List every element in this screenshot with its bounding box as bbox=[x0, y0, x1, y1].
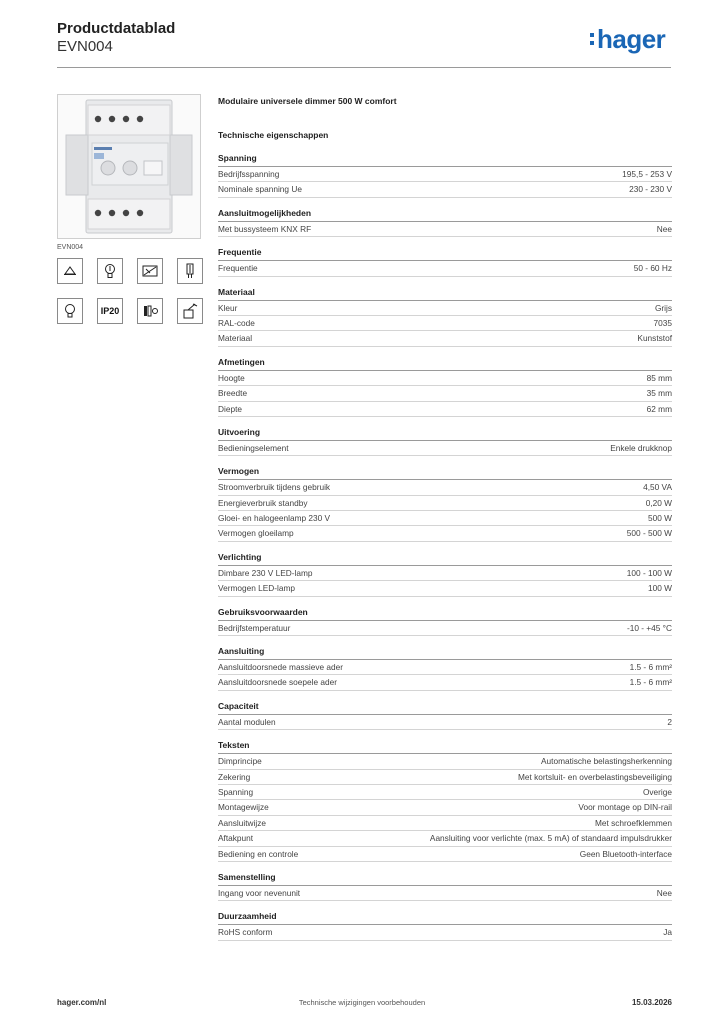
spec-label: Gloei- en halogeenlamp 230 V bbox=[218, 513, 331, 524]
spec-value: 100 W bbox=[648, 583, 672, 594]
spec-row bbox=[218, 660, 672, 675]
spec-label: Materiaal bbox=[218, 333, 253, 344]
spec-value: 4,50 VA bbox=[643, 482, 672, 493]
spec-section bbox=[218, 551, 672, 597]
spec-row bbox=[218, 402, 672, 417]
spec-section bbox=[218, 286, 672, 347]
spec-row bbox=[218, 770, 672, 785]
push-button-icon bbox=[177, 298, 203, 324]
spec-label: Met bussysteem KNX RF bbox=[218, 223, 312, 234]
ceiling-lamp-icon bbox=[57, 258, 83, 284]
spec-value: Nee bbox=[656, 887, 672, 898]
spec-value: 50 - 60 Hz bbox=[633, 263, 672, 274]
incandescent-bulb-icon bbox=[57, 298, 83, 324]
section-title: Afmetingen bbox=[218, 356, 672, 371]
product-image bbox=[57, 94, 201, 239]
ip20-label: IP20 bbox=[100, 306, 120, 316]
spec-value: 1.5 - 6 mm² bbox=[629, 677, 672, 688]
spec-row bbox=[218, 925, 672, 940]
spec-label: Frequentie bbox=[218, 263, 258, 274]
spec-section bbox=[218, 645, 672, 691]
spec-label: Stroomverbruik tijdens gebruik bbox=[218, 482, 331, 493]
dimmer-symbol-icon bbox=[137, 258, 163, 284]
spec-label: Aansluitwijze bbox=[218, 817, 266, 828]
header-divider bbox=[57, 67, 671, 68]
spec-value: Kunststof bbox=[637, 333, 672, 344]
logo-dots-icon bbox=[590, 31, 594, 47]
spec-row bbox=[218, 621, 672, 636]
spec-section bbox=[218, 910, 672, 940]
din-module-icon bbox=[137, 298, 163, 324]
spec-label: Bedrijfstemperatuur bbox=[218, 622, 291, 633]
spec-row bbox=[218, 816, 672, 831]
spec-value: Met schroefklemmen bbox=[594, 817, 672, 828]
image-caption: EVN004 bbox=[57, 244, 84, 251]
section-title: Capaciteit bbox=[218, 700, 672, 715]
section-title: Vermogen bbox=[218, 465, 672, 480]
spec-value: Nee bbox=[656, 223, 672, 234]
spec-row bbox=[218, 511, 672, 526]
spec-label: Ingang voor nevenunit bbox=[218, 887, 301, 898]
spec-label: Energieverbruik standby bbox=[218, 497, 308, 508]
spec-label: RoHS conform bbox=[218, 927, 273, 938]
spec-value: Geen Bluetooth-interface bbox=[579, 848, 672, 859]
spec-value: Met kortsluit- en overbelastingsbeveiliging bbox=[517, 771, 672, 782]
section-title: Spanning bbox=[218, 152, 672, 167]
spec-value: 230 - 230 V bbox=[629, 184, 672, 195]
section-title: Duurzaamheid bbox=[218, 910, 672, 925]
logo-text: hager bbox=[597, 24, 666, 54]
spec-label: Vermogen LED-lamp bbox=[218, 583, 296, 594]
ip20-icon bbox=[97, 298, 123, 324]
footer-date: 15.03.2026 bbox=[631, 998, 672, 1007]
spec-value: 85 mm bbox=[646, 372, 672, 383]
dimmer-module-icon bbox=[58, 95, 200, 238]
footer-website[interactable]: hager.com/nl bbox=[57, 998, 107, 1007]
section-title: Verlichting bbox=[218, 551, 672, 566]
spec-section bbox=[218, 152, 672, 198]
spec-row bbox=[218, 886, 672, 901]
spec-sections bbox=[218, 152, 672, 941]
hager-logo bbox=[590, 26, 665, 52]
spec-row bbox=[218, 675, 672, 690]
spec-value: 35 mm bbox=[646, 388, 672, 399]
spec-value: 100 - 100 W bbox=[626, 567, 672, 578]
spec-value: 0,20 W bbox=[645, 497, 672, 508]
section-title: Teksten bbox=[218, 739, 672, 754]
spec-row bbox=[218, 581, 672, 596]
product-code: EVN004 bbox=[57, 38, 113, 55]
spec-label: Aansluitdoorsnede soepele ader bbox=[218, 677, 338, 688]
section-title: Samenstelling bbox=[218, 871, 672, 886]
specifications bbox=[218, 96, 672, 950]
spec-label: Vermogen gloeilamp bbox=[218, 528, 294, 539]
spec-label: Dimprincipe bbox=[218, 756, 262, 767]
spec-label: Bedrijfsspanning bbox=[218, 169, 280, 179]
section-title: Gebruiksvoorwaarden bbox=[218, 606, 672, 621]
spec-label: Aansluitdoorsnede massieve ader bbox=[218, 662, 343, 673]
spec-row bbox=[218, 566, 672, 581]
halogen-lamp-icon bbox=[177, 258, 203, 284]
spec-row bbox=[218, 800, 672, 815]
spec-value: Aansluiting voor verlichte (max. 5 mA) of standaard impulsdrukker bbox=[429, 833, 672, 844]
spec-row bbox=[218, 785, 672, 800]
spec-value: Enkele drukknop bbox=[610, 442, 672, 453]
spec-row bbox=[218, 715, 672, 730]
spec-label: Nominale spanning Ue bbox=[218, 184, 302, 195]
spec-value: -10 - +45 °C bbox=[626, 622, 672, 633]
spec-label: Zekering bbox=[218, 771, 251, 782]
spec-value: Grijs bbox=[654, 302, 672, 313]
spec-row bbox=[218, 331, 672, 346]
section-title: Aansluitmogelijkheden bbox=[218, 207, 672, 222]
spec-value: Automatische belastingsherkenning bbox=[541, 756, 672, 767]
spec-label: Spanning bbox=[218, 786, 254, 797]
section-title: Uitvoering bbox=[218, 426, 672, 441]
spec-section bbox=[218, 606, 672, 636]
spec-value: Voor montage op DIN-rail bbox=[578, 802, 672, 813]
spec-row bbox=[218, 371, 672, 386]
spec-value: 1.5 - 6 mm² bbox=[629, 662, 672, 673]
spec-label: Kleur bbox=[218, 302, 238, 313]
spec-row bbox=[218, 754, 672, 769]
section-title: Aansluiting bbox=[218, 645, 672, 660]
spec-value: Overige bbox=[642, 786, 672, 797]
spec-value: 195,5 - 253 V bbox=[622, 169, 672, 179]
product-description: Modulaire universele dimmer 500 W comfort bbox=[218, 96, 397, 106]
spec-row bbox=[218, 526, 672, 541]
spec-label: Breedte bbox=[218, 388, 248, 399]
spec-value: 500 - 500 W bbox=[626, 528, 672, 539]
spec-label: Aftakpunt bbox=[218, 833, 254, 844]
spec-section bbox=[218, 465, 672, 542]
spec-row bbox=[218, 301, 672, 316]
spec-section bbox=[218, 739, 672, 862]
spec-value: 7035 bbox=[653, 317, 672, 328]
spec-row bbox=[218, 316, 672, 331]
spec-label: Hoogte bbox=[218, 372, 245, 383]
spec-row bbox=[218, 182, 672, 197]
section-title: Frequentie bbox=[218, 246, 672, 261]
spec-row bbox=[218, 386, 672, 401]
spec-row bbox=[218, 441, 672, 456]
spec-label: Aantal modulen bbox=[218, 716, 276, 727]
spec-row bbox=[218, 831, 672, 846]
led-bulb-icon bbox=[97, 258, 123, 284]
spec-row bbox=[218, 496, 672, 511]
page-title: Productdatablad bbox=[57, 20, 176, 37]
section-title: Materiaal bbox=[218, 286, 672, 301]
spec-section bbox=[218, 871, 672, 901]
spec-section bbox=[218, 700, 672, 730]
spec-section bbox=[218, 246, 672, 276]
spec-section bbox=[218, 426, 672, 456]
spec-row bbox=[218, 222, 672, 237]
spec-row bbox=[218, 167, 672, 182]
spec-value: 500 W bbox=[648, 513, 672, 524]
spec-label: RAL-code bbox=[218, 317, 255, 328]
specs-heading: Technische eigenschappen bbox=[218, 130, 329, 140]
spec-value: 62 mm bbox=[646, 403, 672, 414]
spec-row bbox=[218, 261, 672, 276]
spec-value: Ja bbox=[663, 927, 672, 938]
spec-section bbox=[218, 356, 672, 417]
spec-label: Bediening en controle bbox=[218, 848, 299, 859]
footer-disclaimer: Technische wijzigingen voorbehouden bbox=[298, 998, 426, 1007]
spec-value: 2 bbox=[667, 716, 672, 727]
spec-label: Dimbare 230 V LED-lamp bbox=[218, 567, 313, 578]
spec-row bbox=[218, 480, 672, 495]
spec-label: Bedieningselement bbox=[218, 442, 289, 453]
spec-row bbox=[218, 847, 672, 862]
spec-section bbox=[218, 207, 672, 237]
spec-label: Montagewijze bbox=[218, 802, 269, 813]
spec-label: Diepte bbox=[218, 403, 242, 414]
